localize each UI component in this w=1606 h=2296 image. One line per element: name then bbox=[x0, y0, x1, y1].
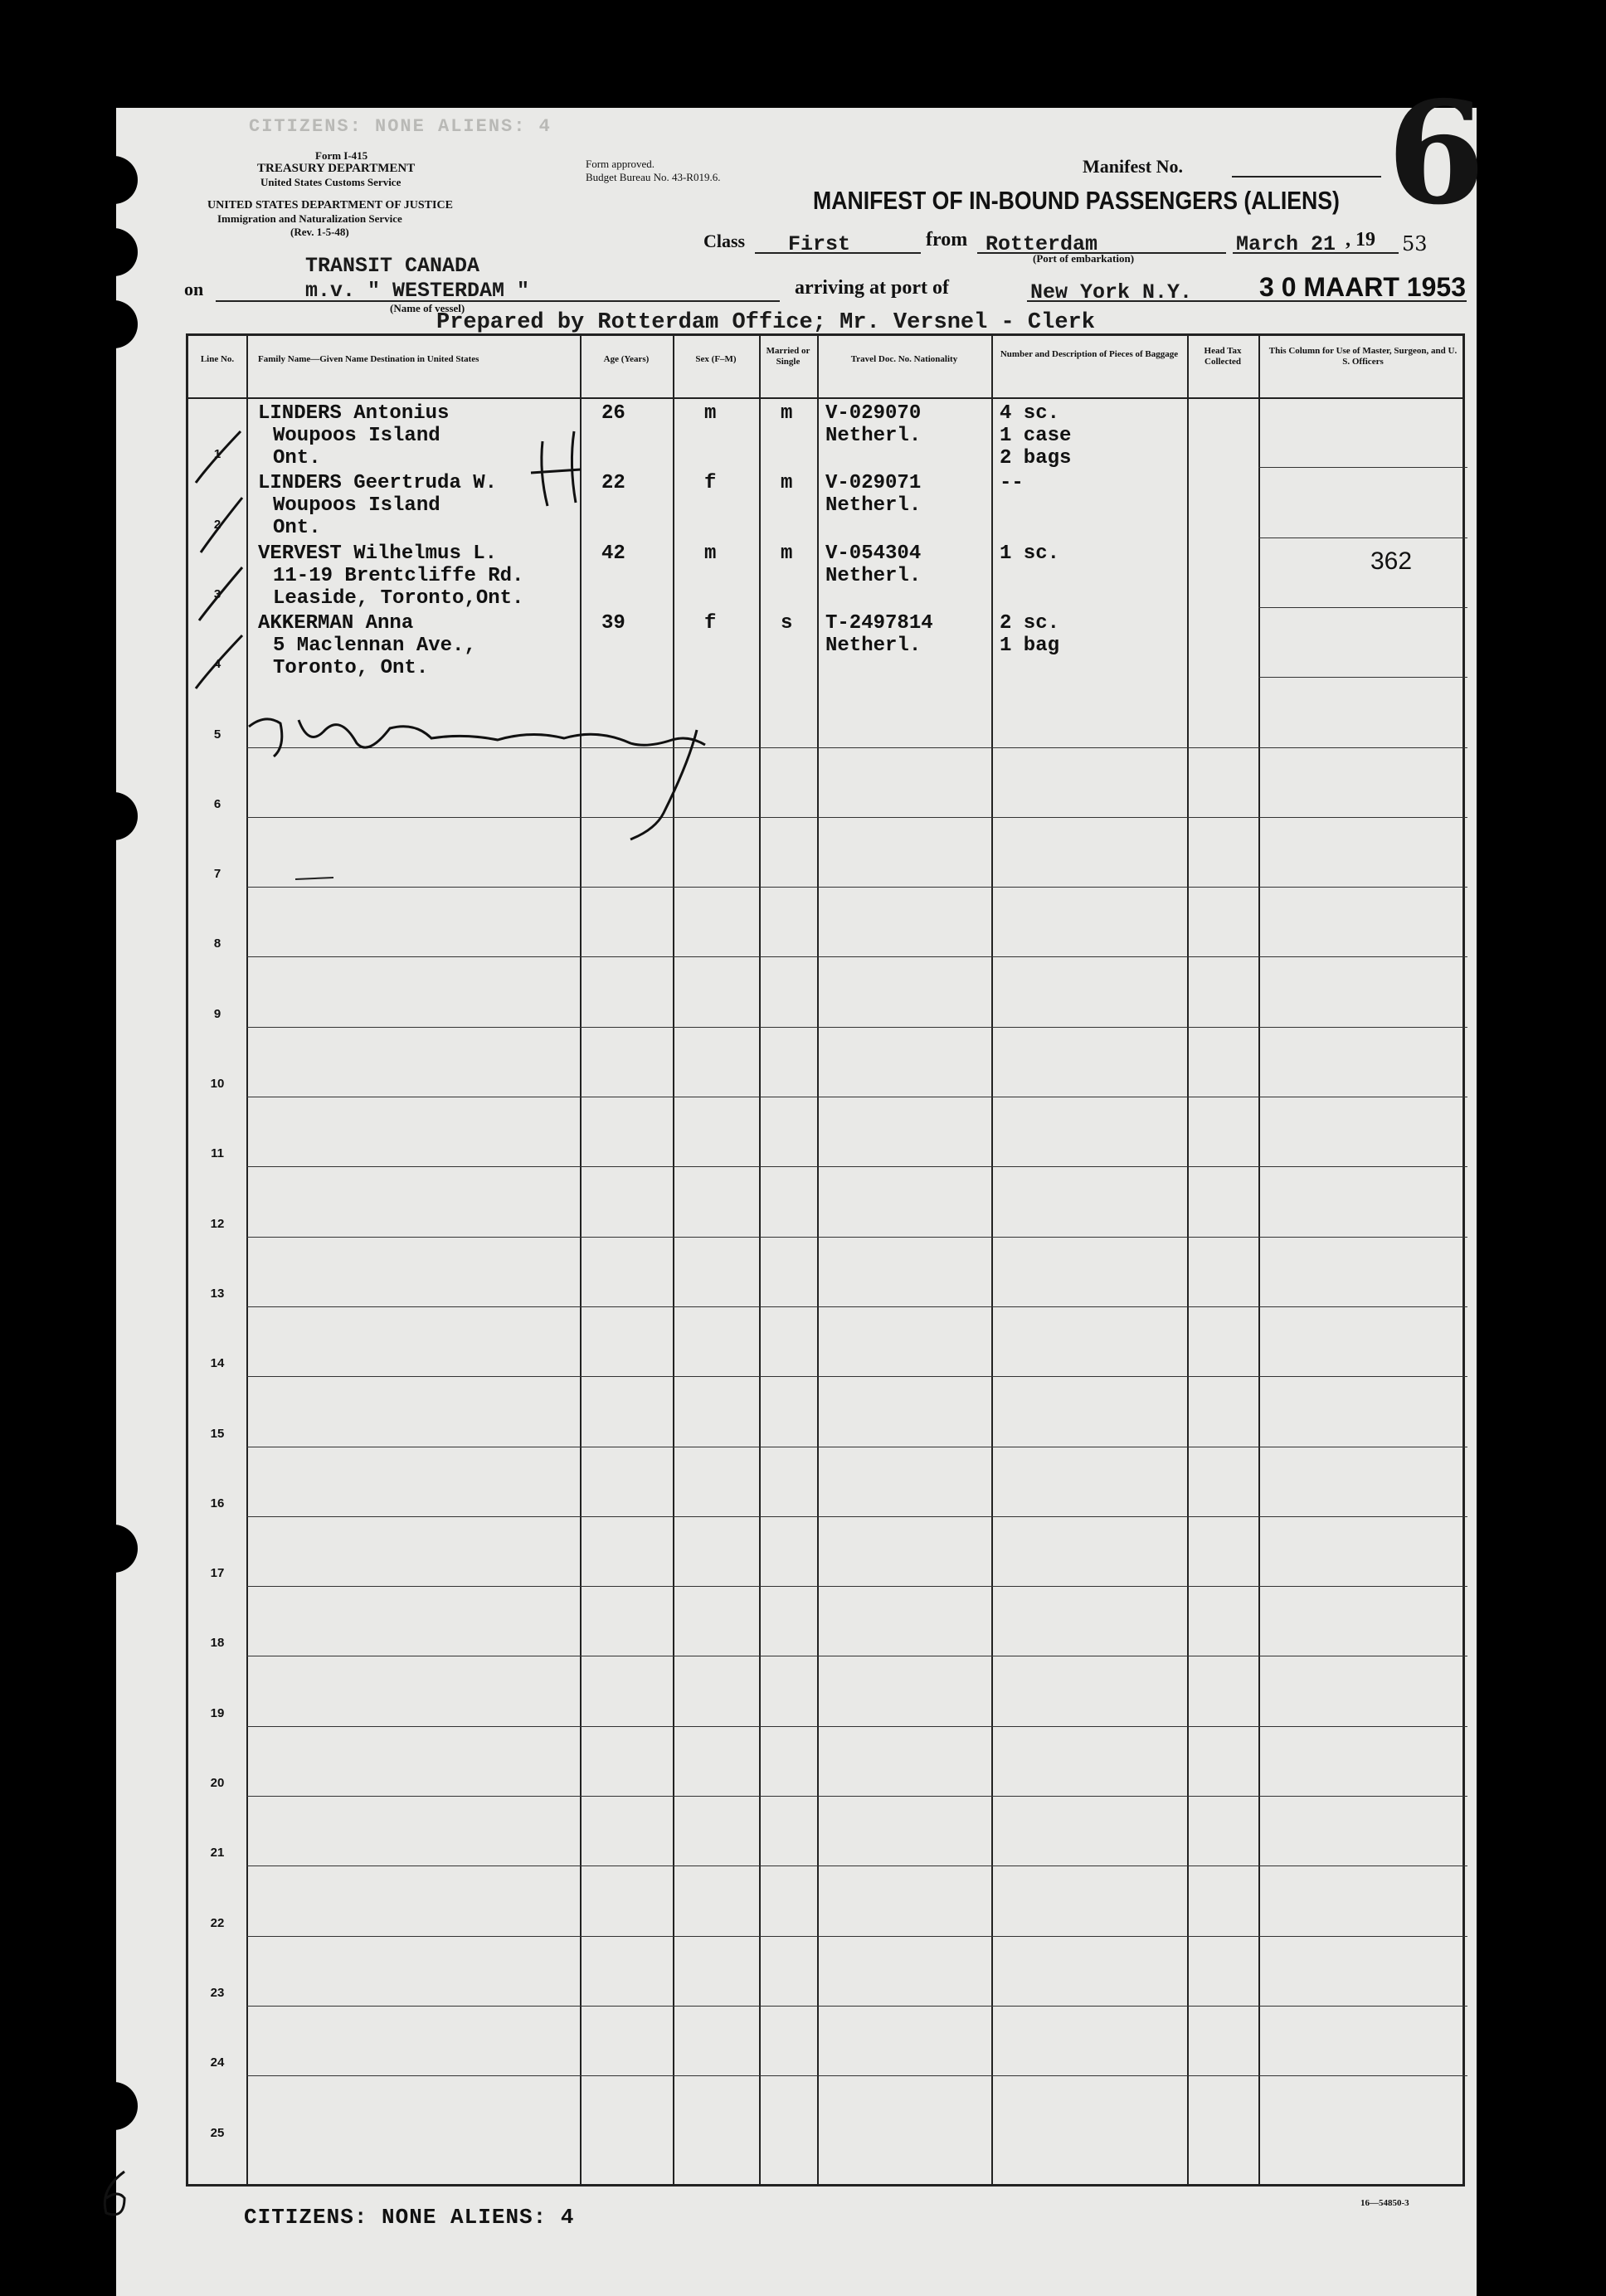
passenger-name: LINDERS Geertruda W. bbox=[258, 472, 498, 495]
col-header-travel-doc: Travel Doc. No. Nationality bbox=[850, 354, 958, 364]
manifest-title: MANIFEST OF IN-BOUND PASSENGERS (ALIENS) bbox=[813, 186, 1340, 215]
footer-print-code: 16—54850-3 bbox=[1360, 2198, 1409, 2208]
manifest-no-value: 6 bbox=[1387, 71, 1486, 236]
year-value: 53 bbox=[1402, 232, 1428, 255]
from-label: from bbox=[926, 229, 968, 251]
line-number: 9 bbox=[213, 1006, 221, 1021]
passenger-destination: 5 Maclennan Ave., bbox=[273, 634, 476, 657]
line-number: 6 bbox=[213, 796, 221, 811]
vessel-name: m.v. " WESTERDAM " bbox=[305, 279, 530, 303]
line-number: 10 bbox=[210, 1077, 225, 1091]
passenger-name: AKKERMAN Anna bbox=[258, 611, 414, 635]
passenger-destination: Ont. bbox=[273, 517, 321, 540]
baggage-item: 2 bags bbox=[1000, 447, 1072, 469]
passenger-nationality: Netherl. bbox=[825, 564, 922, 587]
passenger-destination: 11-19 Brentcliffe Rd. bbox=[273, 564, 524, 587]
line-number: 21 bbox=[210, 1846, 225, 1861]
arriving-port: New York N.Y. bbox=[1030, 280, 1193, 304]
col-header-married: Married or Single bbox=[766, 346, 810, 367]
from-value: Rotterdam bbox=[986, 232, 1098, 256]
page-mark-stroke bbox=[105, 2172, 124, 2215]
faint-top-stamp: CITIZENS: NONE ALIENS: 4 bbox=[249, 116, 552, 137]
class-label: Class bbox=[703, 231, 746, 251]
date-value: March 21 bbox=[1236, 232, 1336, 256]
passenger-destination: Leaside, Toronto,Ont. bbox=[273, 586, 524, 610]
col-header-line: Line No. bbox=[200, 354, 235, 364]
col-header-name: Family Name—Given Name Destination in United States bbox=[258, 354, 479, 364]
ins-service: Immigration and Naturalization Service bbox=[217, 212, 402, 225]
baggage-item: -- bbox=[1000, 472, 1024, 495]
transit-note: TRANSIT CANADA bbox=[305, 254, 480, 278]
passenger-nationality: Netherl. bbox=[825, 634, 922, 657]
passenger-marital-status: m bbox=[781, 472, 793, 495]
passenger-nationality: Netherl. bbox=[825, 494, 922, 518]
footer-citizens-aliens: CITIZENS: NONE ALIENS: 4 bbox=[244, 2205, 575, 2230]
justice-dept: UNITED STATES DEPARTMENT OF JUSTICE bbox=[207, 199, 453, 212]
line-number: 13 bbox=[210, 1286, 225, 1301]
travel-doc-number: V-054304 bbox=[825, 542, 922, 565]
prepared-by: Prepared by Rotterdam Office; Mr. Versnel - Clerk bbox=[436, 310, 1095, 335]
passenger-nationality: Netherl. bbox=[825, 425, 922, 447]
line-number: 22 bbox=[210, 1915, 225, 1930]
line-number: 4 bbox=[213, 657, 221, 672]
passenger-sex: f bbox=[704, 472, 717, 495]
passenger-age: 39 bbox=[601, 611, 625, 635]
signature bbox=[249, 719, 705, 839]
line-number: 5 bbox=[213, 727, 221, 742]
passenger-age: 42 bbox=[601, 542, 625, 565]
travel-doc-number: V-029071 bbox=[825, 472, 922, 495]
passenger-destination: Woupoos Island bbox=[273, 425, 440, 447]
arriving-label: arriving at port of bbox=[795, 277, 949, 299]
passenger-marital-status: m bbox=[781, 402, 793, 425]
line-number: 8 bbox=[213, 936, 221, 951]
line-number: 3 bbox=[213, 586, 221, 601]
form-approved: Form approved. bbox=[586, 158, 655, 170]
vessel-note: (Name of vessel) bbox=[390, 302, 465, 314]
baggage-item: 1 bag bbox=[1000, 634, 1060, 657]
line-number: 2 bbox=[213, 517, 221, 532]
treasury-dept: TREASURY DEPARTMENT bbox=[257, 162, 416, 175]
line-number: 14 bbox=[210, 1356, 225, 1371]
checkmark bbox=[196, 431, 241, 483]
year-prefix: , 19 bbox=[1346, 229, 1375, 251]
col-header-officers: This Column for Use of Master, Surgeon, and U. S. Officers bbox=[1268, 346, 1458, 367]
passenger-name: LINDERS Antonius bbox=[258, 402, 450, 425]
baggage-item: 4 sc. bbox=[1000, 402, 1060, 425]
line-number: 25 bbox=[210, 2125, 225, 2140]
manifest-no-label: Manifest No. bbox=[1083, 156, 1183, 177]
travel-doc-number: T-2497814 bbox=[825, 611, 933, 635]
line-number: 23 bbox=[210, 1985, 225, 2000]
passenger-sex: m bbox=[704, 542, 717, 565]
baggage-item: 1 case bbox=[1000, 425, 1072, 447]
form-number: Form I-415 bbox=[315, 149, 368, 162]
bracket-mark bbox=[531, 431, 581, 506]
line-number: 17 bbox=[210, 1566, 225, 1581]
line-number: 16 bbox=[210, 1496, 225, 1510]
on-label: on bbox=[184, 279, 204, 299]
budget-bureau: Budget Bureau No. 43-R019.6. bbox=[586, 171, 721, 183]
checkmark bbox=[196, 635, 242, 688]
passenger-sex: m bbox=[704, 402, 717, 425]
form-revision: (Rev. 1-5-48) bbox=[290, 226, 349, 238]
passenger-destination: Ont. bbox=[273, 447, 321, 469]
line-number: 15 bbox=[210, 1426, 225, 1441]
checkmark bbox=[201, 498, 242, 552]
line-number: 1 bbox=[213, 447, 221, 462]
line-number: 19 bbox=[210, 1705, 225, 1720]
customs-service: United States Customs Service bbox=[260, 176, 402, 188]
class-value: First bbox=[788, 232, 851, 256]
checkmark bbox=[199, 567, 242, 620]
line-number: 24 bbox=[210, 2055, 225, 2070]
officer-number-annotation: 362 bbox=[1370, 547, 1413, 575]
travel-doc-number: V-029070 bbox=[825, 402, 922, 425]
line-number: 7 bbox=[213, 867, 221, 882]
passenger-age: 22 bbox=[601, 472, 625, 495]
line-number: 12 bbox=[210, 1216, 225, 1231]
passenger-destination: Toronto, Ont. bbox=[273, 656, 429, 679]
port-embarkation-note: (Port of embarkation) bbox=[1033, 252, 1135, 265]
passenger-name: VERVEST Wilhelmus L. bbox=[258, 542, 498, 565]
col-header-age: Age (Years) bbox=[603, 354, 650, 364]
passenger-age: 26 bbox=[601, 402, 625, 425]
col-header-head-tax: Head Tax Collected bbox=[1204, 346, 1242, 367]
passenger-marital-status: m bbox=[781, 542, 793, 565]
baggage-item: 1 sc. bbox=[1000, 542, 1060, 565]
passenger-sex: f bbox=[704, 611, 717, 635]
line-number: 20 bbox=[210, 1776, 225, 1790]
passenger-destination: Woupoos Island bbox=[273, 494, 440, 518]
passenger-marital-status: s bbox=[781, 611, 793, 635]
col-header-sex: Sex (F–M) bbox=[695, 354, 737, 364]
arrival-date-stamp: 3 0 MAART 1953 bbox=[1259, 272, 1466, 302]
line-number: 18 bbox=[210, 1636, 225, 1651]
dash-mark bbox=[295, 878, 333, 879]
col-header-baggage: Number and Description of Pieces of Baggage bbox=[1000, 349, 1179, 359]
line-number: 11 bbox=[211, 1146, 224, 1161]
baggage-item: 2 sc. bbox=[1000, 611, 1060, 635]
